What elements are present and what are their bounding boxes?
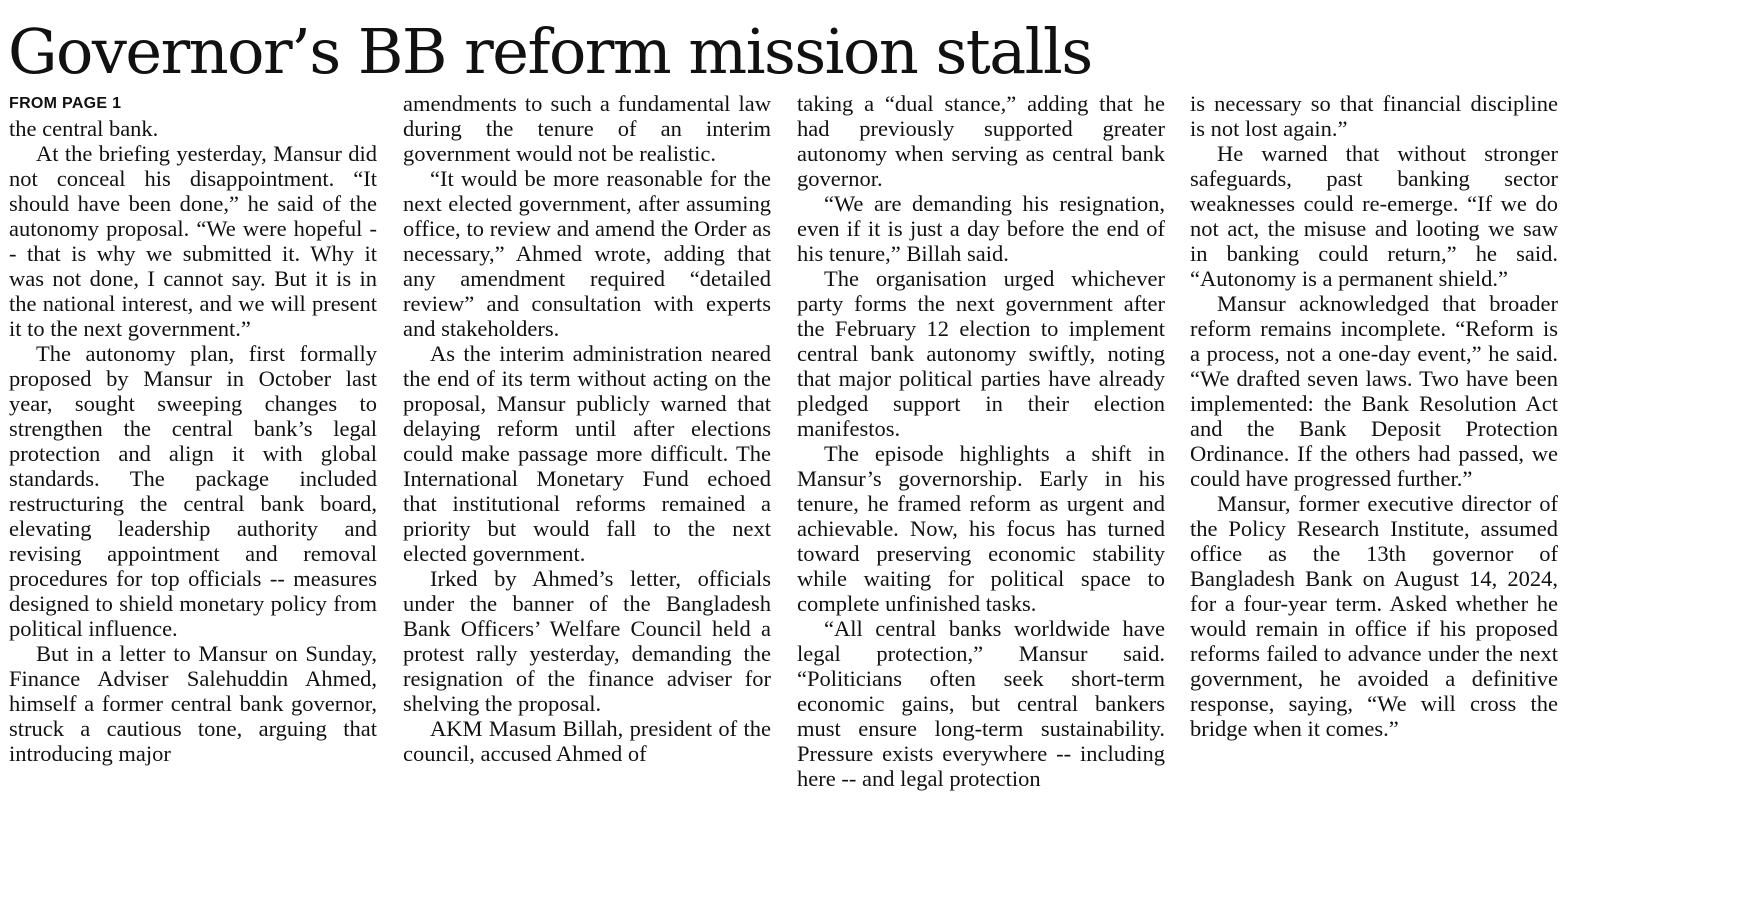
paragraph: Mansur acknowledged that broader reform remains incomplete. “Reform is a process, not a one-day event,” he said. “We drafted seven laws. Two have been implemented: the Bank Resolution Act and the Bank Deposit Protection Ordinance. If the others had passed, we could have progressed further.” [1190, 291, 1558, 491]
article-column-4 [1190, 91, 1558, 741]
paragraph: “All central banks worldwide have legal protection,” Mansur said. “Politicians often seek short-term economic gains, but central bankers must ensure long-term sustainability. Pressure exists everywhere -- including here -- and legal protection [797, 616, 1165, 791]
article-column-2 [403, 91, 771, 766]
paragraph: The organisation urged whichever party forms the next government after the February 12 election to implement central bank autonomy swiftly, noting that major political parties have already pledged support in their election manifestos. [797, 266, 1165, 441]
continuation-kicker: FROM PAGE 1 [9, 95, 122, 112]
paragraph: But in a letter to Mansur on Sunday, Finance Adviser Salehuddin Ahmed, himself a former central bank governor, struck a cautious tone, arguing that introducing major [9, 641, 377, 766]
paragraph: taking a “dual stance,” adding that he had previously supported greater autonomy when serving as central bank governor. [797, 91, 1165, 191]
paragraph: He warned that without stronger safeguards, past banking sector weaknesses could re-emerge. “If we do not act, the misuse and looting we saw in banking could return,” he said. “Autonomy is a permanent shield.” [1190, 141, 1558, 291]
article-column-3 [797, 91, 1165, 791]
paragraph: Irked by Ahmed’s letter, officials under the banner of the Bangladesh Bank Officers’ Welfare Council held a protest rally yesterday, demanding the resignation of the finance adviser for shelving the proposal. [403, 566, 771, 716]
paragraph: The autonomy plan, first formally proposed by Mansur in October last year, sought sweeping changes to strengthen the central bank’s legal protection and align it with global standards. The package included restructuring the central bank board, elevating leadership authority and revising appointment and removal procedures for top officials -- measures designed to shield monetary policy from political influence. [9, 341, 377, 641]
paragraph: is necessary so that financial discipline is not lost again.” [1190, 91, 1558, 141]
paragraph: At the briefing yesterday, Mansur did not conceal his disappointment. “It should have been done,” he said of the autonomy proposal. “We were hopeful -- that is why we submitted it. Why it was not done, I cannot say. But it is in the national interest, and we will present it to the next government.” [9, 141, 377, 341]
article-column-1 [9, 91, 377, 766]
paragraph: As the interim administration neared the end of its term without acting on the proposal, Mansur publicly warned that delaying reform until after elections could make passage more difficult. The International Monetary Fund echoed that institutional reforms remained a priority but would fall to the next elected government. [403, 341, 771, 566]
paragraph: amendments to such a fundamental law during the tenure of an interim government would not be realistic. [403, 91, 771, 166]
paragraph: “It would be more reasonable for the next elected government, after assuming office, to review and amend the Order as necessary,” Ahmed wrote, adding that any amendment required “detailed review” and consultation with experts and stakeholders. [403, 166, 771, 341]
paragraph: The episode highlights a shift in Mansur’s governorship. Early in his tenure, he framed reform as urgent and achievable. Now, his focus has turned toward preserving economic stability while waiting for political space to complete unfinished tasks. [797, 441, 1165, 616]
paragraph: the central bank. [9, 116, 159, 141]
paragraph: AKM Masum Billah, president of the council, accused Ahmed of [403, 716, 771, 766]
paragraph: “We are demanding his resignation, even if it is just a day before the end of his tenure,” Billah said. [797, 191, 1165, 266]
paragraph: Mansur, former executive director of the Policy Research Institute, assumed office as the 13th governor of Bangladesh Bank on August 14, 2024, for a four-year term. Asked whether he would remain in office if his proposed reforms failed to advance under the next government, he avoided a definitive response, saying, “We will cross the bridge when it comes.” [1190, 491, 1558, 741]
headline: Governor’s BB reform mission stalls [8, 15, 1092, 88]
